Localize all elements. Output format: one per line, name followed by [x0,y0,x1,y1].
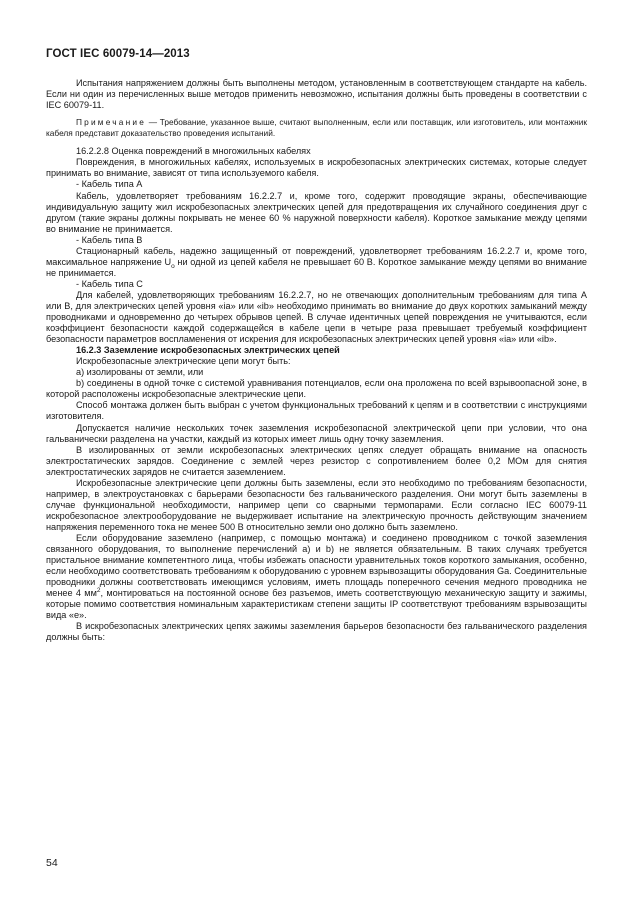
note [46,117,587,138]
paragraph-barrier-terminals: В искробезопасных электрических цепях зажимы заземления барьеров безопасности без гальванического разделения должны быть: [46,621,587,643]
page-content [46,78,587,643]
page-number: 54 [46,857,58,869]
note-label: Примечание [76,117,147,128]
page-header: ГОСТ IEC 60079-14—2013 [46,48,190,60]
list-item-a: а) изолированы от земли, или [76,367,204,378]
paragraph-test-voltage: Испытания напряжением должны быть выполнены методом, установленным в соответствующем стандарте на кабель. Если ни один из перечисленных выше методов применить невозможно, испытания должны быть проведены в соответствии с IEC 60079-11. [46,78,587,111]
paragraph-damage-intro: Повреждения, в многожильных кабелях, используемых в искробезопасных электрических системах, которые следует принимать во внимание, зависят от типа используемого кабеля. [46,157,587,179]
paragraph-mounting: Способ монтажа должен быть выбран с учетом функциональных требований к цепям и в соответствии с инструкциями изготовителя. [46,400,587,422]
cable-type-b-label: - Кабель типа В [76,234,143,245]
section-heading-16-2-2-8: 16.2.2.8 Оценка повреждений в многожильных кабелях [76,146,311,157]
cable-type-a-label: - Кабель типа А [76,179,143,190]
paragraph-electrostatic: В изолированных от земли искробезопасных электрических цепях следует обращать внимание на опасность электростатических зарядов. Соединение с землей через резистор с сопротивлением более 0,2 МОм для снятия электростатических зарядов не считается заземлением. [46,444,587,477]
section-heading-16-2-3: 16.2.3 Заземление искробезопасных электрических цепей [76,345,340,356]
paragraph-multiple-points: Допускается наличие нескольких точек заземления искробезопасной электрической цепи при условии, что она гальванически разделена на участки, каждый из которых имеет лишь одну точку заземления. [46,422,587,444]
note-text: — Требование, указанное выше, считают выполненным, если или поставщик, или изготовитель, или монтажник кабеля представит доказательство проведения испытаний. [46,117,587,138]
list-item-b: b) соединены в одной точке с системой уравнивания потенциалов, если она проложена по всей взрывоопасной зоне, в которой расположены искробезопасные электрические цепи. [46,378,587,400]
paragraph-equipment-grounded [46,533,587,621]
cable-type-b-text-part2: ни одной из цепей кабеля не превышает 60 В. Короткое замыкание между цепями во внимание не принимается. [46,256,587,278]
cable-type-a-text: Кабель, удовлетворяет требованиям 16.2.2.7 и, кроме того, содержит проводящие экраны, обеспечивающие индивидуальную защиту жил искробезопасных электрических цепей для предотвращения их случайного соединения друг с другом (такие экраны должны покрывать не менее 60 % наружной поверхности кабеля). Короткое замыкание между цепями во внимание не принимается. [46,190,587,234]
cable-type-c-text: Для кабелей, удовлетворяющих требованиям 16.2.2.7, но не отвечающих дополнительным требованиям для типа А или В, для электрических цепей уровня «ia» или «ib» необходимо принимать во внимание до двух коротких замыканий между проводниками и одновременно до четырех обрывов цепей. В случае идентичных цепей повреждения не учитываются, если коэффициент безопасности каждой содержащейся в кабеле цепи в четыре раза превышает требуемый коэффициент безопасности параметров воспламенения от искрения для искробезопасных электрических цепей уровня «ia» или «ib». [46,289,587,345]
paragraph-equipment-grounded-part2: , монтироваться на постоянной основе без разъемов, иметь соответствующую механическую защиту и зажимы, которые помимо соответствия номинальным характеристикам степени защиты IP соответствуют требованиям взрывозащиты вида «е». [46,588,587,621]
squared-superscript: 2 [96,587,101,595]
paragraph-grounding-required: Искробезопасные электрические цепи должны быть заземлены, если это необходимо по требованиям безопасности, например, в электроустановках с барьерами безопасности без гальванического разделения. Они могут быть заземлены в случае функциональной необходимости, например цепи со сварными термопарами. Если согласно IEC 60079-11 искробезопасное электрооборудование не выдерживает испытание на электрическую прочность действующим значением напряжения переменного тока не менее 500 В относительно земли оно должно быть заземлено. [46,477,587,532]
paragraph-grounding-intro: Искробезопасные электрические цепи могут быть: [76,356,291,367]
cable-type-b-text [46,246,587,279]
paragraph-equipment-grounded-part1: Если оборудование заземлено (например, с помощью монтажа) и соединено проводником с точкой заземления связанного оборудования, то выполнение перечислений а) и b) не является обязательным. В таких случаях требуется пристальное внимание компетентного лица, чтобы избежать опасности уравнительных токов короткого замыкания, особенно, если необходимо соответствовать требованиям к оборудованию с уровнем взрывозащиты оборудования Ga. Соединительные проводники должны соответствовать имеющимся условиям, иметь площадь поперечного сечения медного проводника не менее 4 мм [46,532,587,599]
cable-type-b-text-part1: Стационарный кабель, надежно защищенный от повреждений, удовлетворяет требованиям 16.2.2.7 и, кроме того, максимальное напряжение U [46,245,587,267]
cable-type-c-label: - Кабель типа С [76,278,143,289]
voltage-subscript: o [171,262,175,270]
